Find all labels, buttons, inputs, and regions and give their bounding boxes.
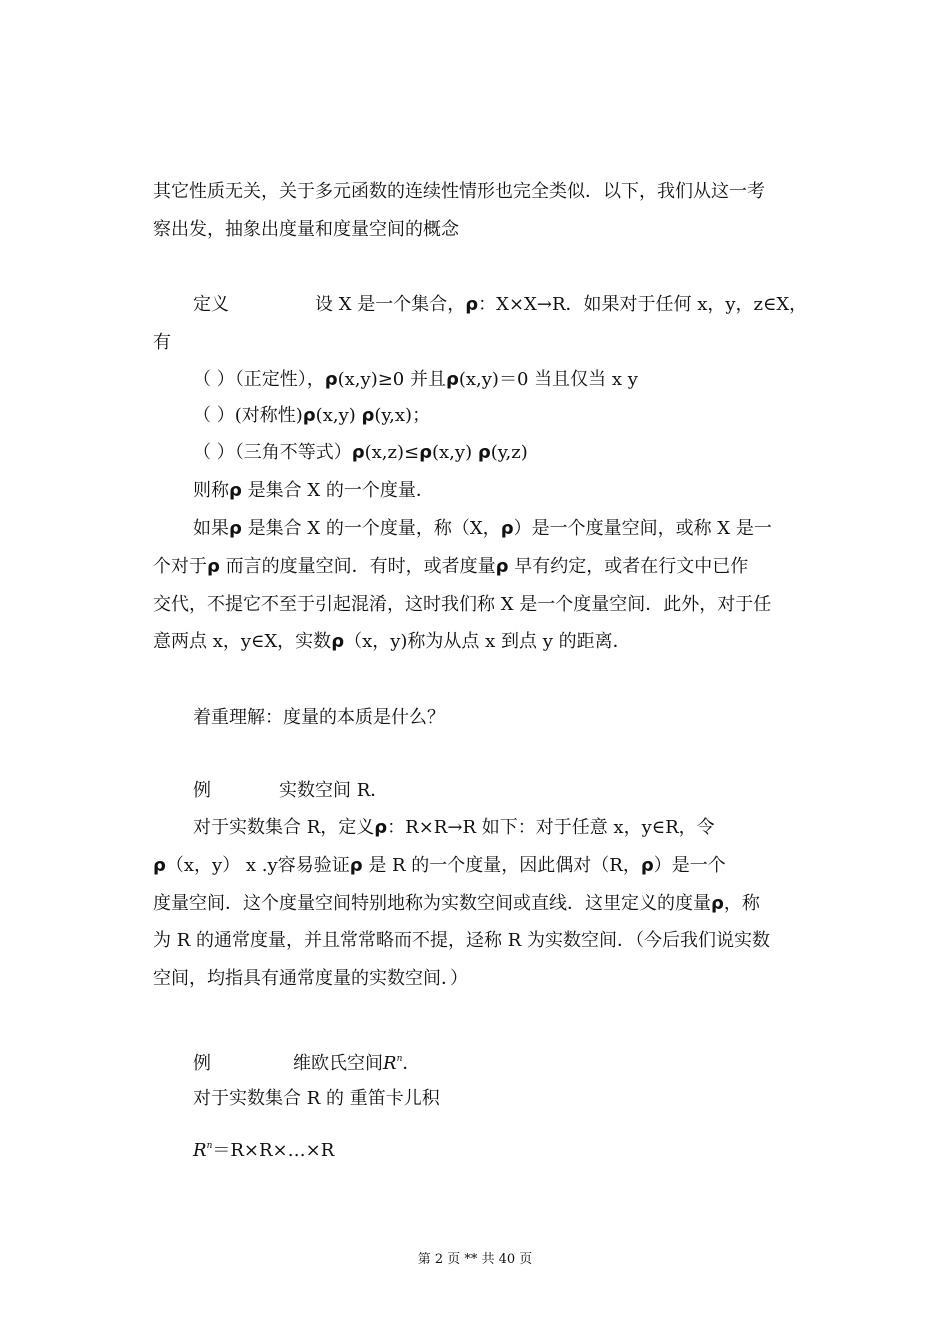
text-line: 对于实数集合 R 的 重笛卡儿积 [193, 1088, 440, 1109]
text-line: ρ（x，y） x .y容易验证ρ 是 R 的一个度量，因此偶对（R，ρ）是一个 [153, 855, 726, 876]
example-label: 例 [193, 1053, 211, 1074]
text-line: 其它性质无关，关于多元函数的连续性情形也完全类似．以下，我们从这一考 [153, 181, 765, 202]
rho-symbol: ρ [465, 294, 479, 315]
emphasis-note: 着重理解：度量的本质是什么？ [193, 707, 445, 728]
text-line: 如果ρ 是集合 X 的一个度量，称（X，ρ）是一个度量空间，或称 X 是一 [193, 518, 772, 539]
text-line: 意两点 x，y∈X，实数ρ（x，y)称为从点 x 到点 y 的距离． [153, 631, 631, 652]
text-line: 交代，不提它不至于引起混淆，这时我们称 X 是一个度量空间．此外，对于任 [153, 594, 772, 615]
condition-positive: （ ）（正定性），ρ(x,y)≥0 并且ρ(x,y)＝0 当且仅当 x y [193, 369, 638, 390]
example-title: 实数空间 R． [279, 780, 389, 801]
formula-line: $R^n=R\times R\times\dots\times R$ [193, 1140, 335, 1161]
text-line: 个对于ρ 而言的度量空间．有时，或者度量ρ 早有约定，或者在行文中已作 [153, 556, 749, 577]
text-line: 为 R 的通常度量，并且常常略而不提，迳称 R 为实数空间．（今后我们说实数 [153, 930, 770, 951]
text-line: 有 [153, 332, 171, 353]
condition-symmetric: （ ）(对称性)ρ(x,y) ρ(y,x)； [193, 405, 431, 426]
text-line: 则称ρ 是集合 X 的一个度量． [193, 480, 434, 501]
page-footer: 第 2 页 ** 共 40 页 [417, 1252, 533, 1267]
definition-label: 定义 [193, 294, 229, 315]
condition-triangle: （ ）（三角不等式）ρ(x,z)≤ρ(x,y) ρ(y,z) [193, 442, 528, 463]
example-label: 例 [193, 780, 211, 801]
text-line: 对于实数集合 R，定义ρ：R×R→R 如下：对于任意 x，y∈R，令 [193, 817, 715, 838]
text-line: 空间，均指具有通常度量的实数空间．） [153, 968, 468, 989]
text-line: 察出发，抽象出度量和度量空间的概念 [153, 219, 459, 240]
text-line: 度量空间．这个度量空间特别地称为实数空间或直线．这里定义的度量ρ，称 [153, 893, 760, 914]
example-title: 维欧氏空间 [293, 1053, 383, 1074]
